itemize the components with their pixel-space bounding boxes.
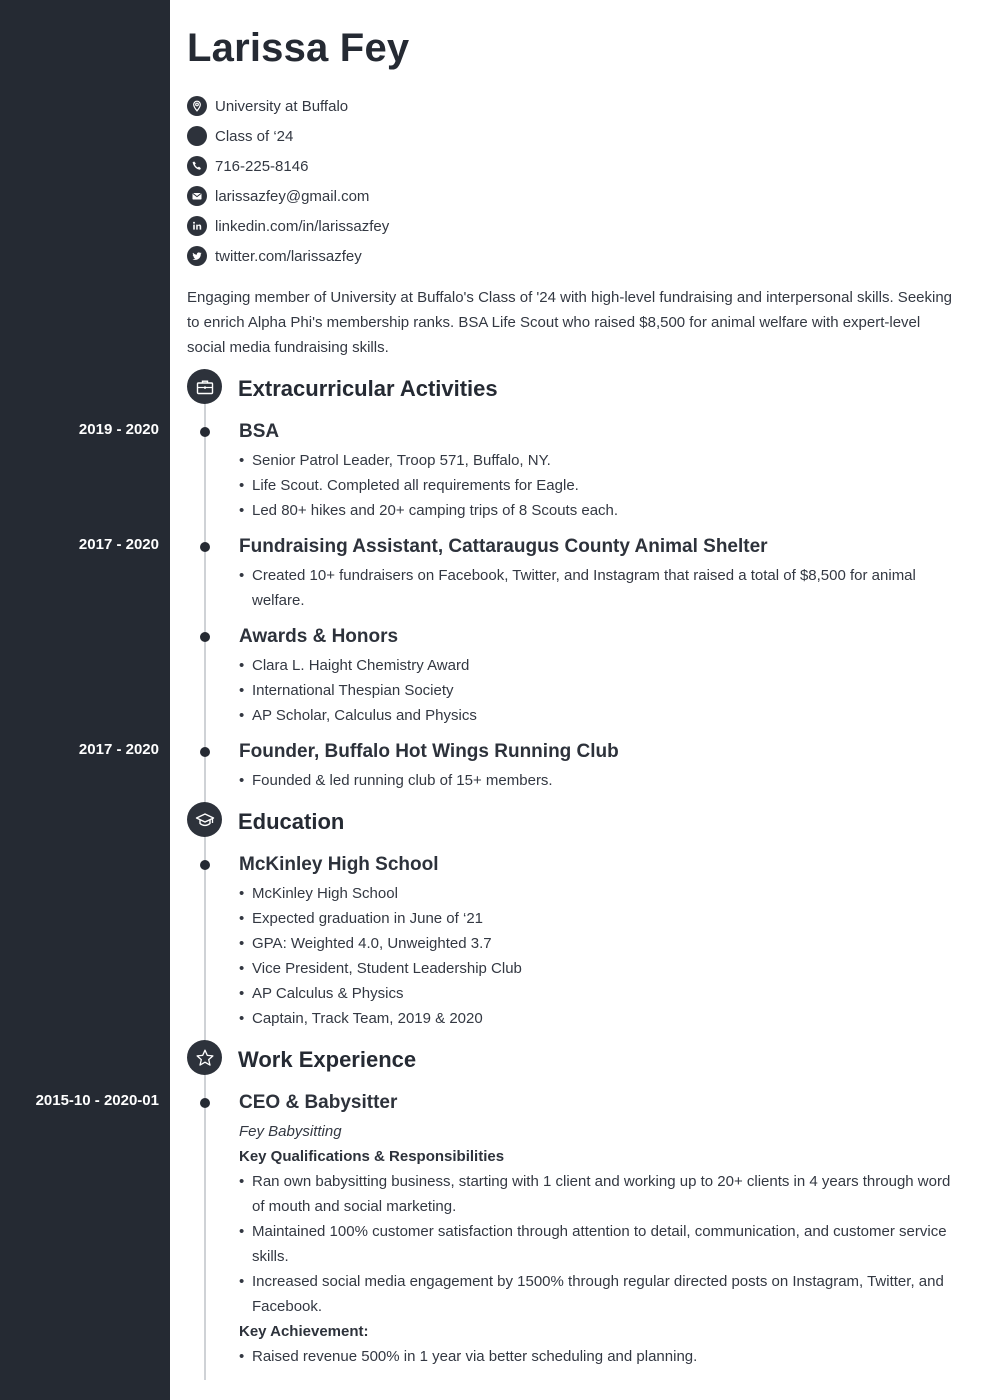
bullet-item: • International Thespian Society xyxy=(239,678,959,703)
contact-class xyxy=(187,121,389,151)
qualifications-heading: Key Qualifications & Responsibilities xyxy=(239,1148,505,1165)
bullet-item: • Senior Patrol Leader, Troop 571, Buffalo, NY. xyxy=(239,448,959,473)
entry-bullets xyxy=(239,563,959,613)
qualifications-bullets xyxy=(239,1169,959,1319)
entry-title: Founder, Buffalo Hot Wings Running Club xyxy=(239,741,619,762)
entry-title: Awards & Honors xyxy=(239,626,399,647)
entry-title: Fundraising Assistant, Cattaraugus County Animal Shelter xyxy=(239,536,768,557)
timeline-dot xyxy=(200,747,210,757)
entry-bullets xyxy=(239,881,959,1031)
contact-twitter[interactable] xyxy=(187,241,389,271)
bullet-item: • GPA: Weighted 4.0, Unweighted 3.7 xyxy=(239,931,959,956)
timeline-dot xyxy=(200,860,210,870)
achievement-bullets xyxy=(239,1344,959,1369)
bullet-item: • Expected graduation in June of ‘21 xyxy=(239,906,959,931)
bullet-item: • Created 10+ fundraisers on Facebook, Twitter, and Instagram that raised a total of $8,500 for animal welfare. xyxy=(239,563,959,613)
company-name: Fey Babysitting xyxy=(239,1123,342,1140)
contact-linkedin-text[interactable]: linkedin.com/in/larissazfey xyxy=(215,217,390,235)
class-icon xyxy=(187,126,207,146)
entry-bullets xyxy=(239,448,959,523)
briefcase-icon xyxy=(187,369,222,404)
bullet-item: • McKinley High School xyxy=(239,881,959,906)
timeline-dot xyxy=(200,632,210,642)
entry-bullets xyxy=(239,653,959,728)
entry-bullets xyxy=(239,768,959,793)
bullet-item: • Founded & led running club of 15+ members. xyxy=(239,768,959,793)
bullet-item: • Maintained 100% customer satisfaction through attention to detail, communication, and customer service skills. xyxy=(239,1219,959,1269)
entry-date: 2017 - 2020 xyxy=(78,536,159,553)
bullet-item: • AP Scholar, Calculus and Physics xyxy=(239,703,959,728)
contact-location xyxy=(187,91,389,121)
bullet-item: • Vice President, Student Leadership Club xyxy=(239,956,959,981)
candidate-name: Larissa Fey xyxy=(187,26,410,70)
bullet-item: • Led 80+ hikes and 20+ camping trips of 8 Scouts each. xyxy=(239,498,959,523)
entry-date: 2015-10 - 2020-01 xyxy=(35,1092,159,1109)
entry-date: 2019 - 2020 xyxy=(78,421,159,438)
sidebar xyxy=(0,0,170,1400)
linkedin-icon xyxy=(187,216,207,236)
star-icon xyxy=(187,1040,222,1075)
section-title-education: Education xyxy=(238,809,345,834)
location-icon xyxy=(187,96,207,116)
bullet-item: • AP Calculus & Physics xyxy=(239,981,959,1006)
contact-linkedin[interactable] xyxy=(187,211,389,241)
twitter-icon xyxy=(187,246,207,266)
contact-phone-text: 716-225-8146 xyxy=(215,157,309,175)
contact-phone xyxy=(187,151,389,181)
bullet-item: • Life Scout. Completed all requirements for Eagle. xyxy=(239,473,959,498)
entry-date: 2017 - 2020 xyxy=(78,741,159,758)
contact-twitter-text[interactable]: twitter.com/larissazfey xyxy=(215,247,362,265)
entry-title: McKinley High School xyxy=(239,854,439,875)
achievement-heading: Key Achievement: xyxy=(239,1323,369,1340)
profile-summary: Engaging member of University at Buffalo's Class of '24 with high-level fundraising and interpersonal skills. Seeking to enrich Alpha Phi's membership ranks. BSA Life Scout who raised $8,500 for animal welfare with expert-level social media fundraising skills. xyxy=(187,289,953,356)
contact-class-text: Class of ‘24 xyxy=(215,127,294,145)
timeline-dot xyxy=(200,427,210,437)
bullet-item: • Ran own babysitting business, starting with 1 client and working up to 20+ clients in 4 years through word of mouth and social marketing. xyxy=(239,1169,959,1219)
entry-title: BSA xyxy=(239,421,280,442)
contact-location-text: University at Buffalo xyxy=(215,97,349,115)
section-title-extracurricular: Extracurricular Activities xyxy=(238,376,498,401)
phone-icon xyxy=(187,156,207,176)
contact-email[interactable] xyxy=(187,181,389,211)
contact-list xyxy=(187,91,389,271)
entry-title: CEO & Babysitter xyxy=(239,1092,398,1113)
timeline-dot xyxy=(200,542,210,552)
bullet-item: • Captain, Track Team, 2019 & 2020 xyxy=(239,1006,959,1031)
timeline-dot xyxy=(200,1098,210,1108)
graduation-cap-icon xyxy=(187,802,222,837)
bullet-item: • Clara L. Haight Chemistry Award xyxy=(239,653,959,678)
section-title-work: Work Experience xyxy=(238,1047,417,1072)
contact-email-text[interactable]: larissazfey@gmail.com xyxy=(215,187,370,205)
bullet-item: • Increased social media engagement by 1500% through regular directed posts on Instagram, Twitter, and Facebook. xyxy=(239,1269,959,1319)
bullet-item: • Raised revenue 500% in 1 year via better scheduling and planning. xyxy=(239,1344,959,1369)
email-icon xyxy=(187,186,207,206)
